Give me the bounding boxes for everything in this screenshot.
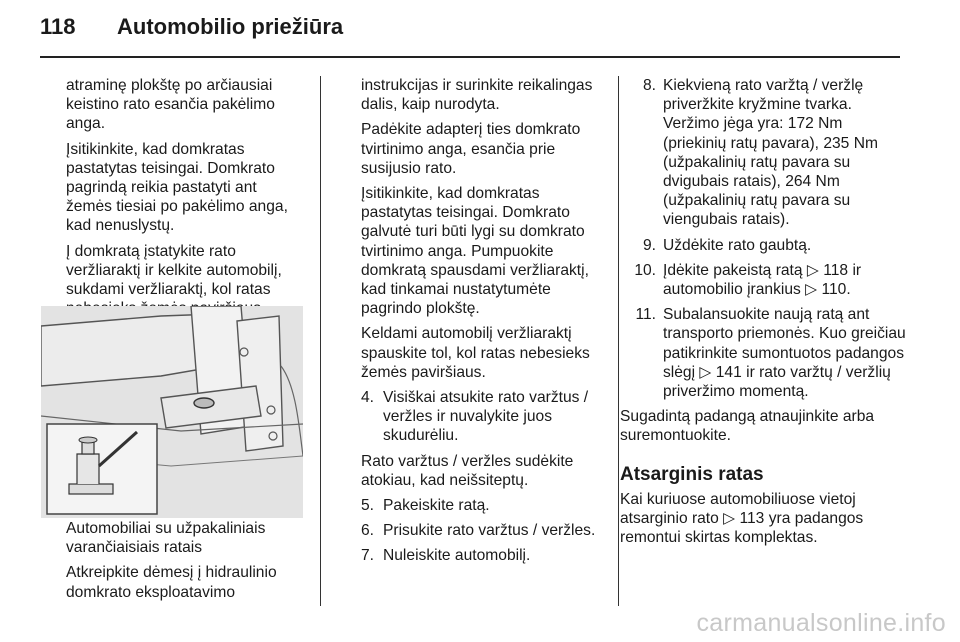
list-number: 5. (361, 497, 375, 515)
text-run: ir automobilio įrankius (663, 261, 862, 299)
text-run: Subalansuokite naują ratą ant transporto priemonės. Kuo greičiau patikrinkite sumontuotos padangos slėgį (663, 306, 906, 381)
list-item (361, 388, 605, 446)
triangle-pointer-icon: ▷ (805, 281, 818, 299)
image-caption (66, 519, 306, 608)
paragraph: instrukcijas ir surinkite reikalingas dalis, kaip nurodyta. (361, 77, 593, 114)
page-ref-link[interactable]: 110 (821, 281, 847, 299)
list-number: 7. (361, 547, 375, 565)
list-number: 10. (634, 261, 656, 279)
paragraph: Sugadintą padangą atnaujinkite arba suremontuokite. (620, 408, 875, 445)
jack-illustration-drawing (41, 306, 303, 518)
list-text (663, 306, 906, 400)
list-item (620, 236, 906, 255)
text-run: . (846, 281, 851, 299)
list-item (620, 76, 906, 230)
paragraph: Į domkratą įstatykite rato veržliaraktį ir kelkite automobilį, sukdami veržliaraktį, kol ratas (66, 242, 282, 299)
list-text: Prisukite rato varžtus / veržles. (383, 522, 596, 540)
list-number: 11. (635, 306, 656, 324)
page-ref-link[interactable]: 141 (715, 363, 742, 381)
section-heading: Atsarginis ratas (620, 463, 764, 485)
paragraph (620, 490, 906, 548)
paragraph: Keldami automobilį veržliaraktį spauskite tol, kol ratas nebesieks žemės paviršiaus. (361, 325, 590, 381)
caption-text: Automobiliai su užpakaliniais varančiaisiais ratais (66, 520, 266, 557)
list-item (361, 496, 605, 515)
paragraph: Įsitikinkite, kad domkratas pastatytas teisingai. Domkrato pagrindą reikia pastatyti ant žemės tiesiai po pakėlimo anga, kad nenuslystų. (66, 140, 288, 235)
paragraph: atraminę plokštę po arčiausiai keistino rato esančia pakėlimo anga. (66, 77, 275, 133)
list-item (361, 521, 605, 540)
text-run: Įdėkite pakeistą ratą (663, 261, 807, 279)
column-2 (361, 76, 605, 572)
text-run: Kai kuriuose automobiliuose vietoj atsarginio rato (620, 490, 856, 527)
list-item (361, 546, 605, 565)
list-number: 9. (642, 236, 656, 254)
watermark: carmanualsonline.info (696, 609, 946, 637)
paragraph: Įsitikinkite, kad domkratas pastatytas teisingai. Domkrato galvutė turi būti lygi su domkrato tvirtinimo anga. Pumpuokite domkratą spausdami veržliaraktį, kad tinkamai nustatytumėte pagrindo plokštę. (361, 185, 589, 318)
list-text: Nuleiskite automobilį. (383, 547, 531, 565)
list-subparagraph: Rato varžtus / veržles sudėkite atokiau, kad neišsiteptų. (361, 452, 574, 489)
triangle-pointer-icon: ▷ (699, 363, 712, 381)
list-item (620, 305, 906, 401)
column-3 (620, 76, 906, 553)
text-run: yra padangos remontui skirtas komplektas. (620, 509, 864, 547)
text-run: ir rato varžtų / veržlių priveržimo momentą. (663, 363, 891, 401)
paragraph: Padėkite adapterį ties domkrato tvirtinimo anga, esančia prie susijusio rato. (361, 121, 581, 177)
jack-illustration (41, 306, 303, 518)
list-number: 6. (361, 522, 375, 540)
column-1 (66, 76, 306, 324)
page-title: Automobilio priežiūra (117, 14, 344, 39)
page-number: 118 (40, 14, 76, 39)
list-text: Uždėkite rato gaubtą. (663, 236, 812, 254)
column-divider-1 (320, 76, 321, 606)
list-number: 8. (642, 77, 656, 94)
page-ref-link[interactable]: 113 (739, 509, 765, 527)
list-text: Pakeiskite ratą. (383, 497, 490, 515)
triangle-pointer-icon: ▷ (723, 509, 736, 527)
page-ref-link[interactable]: 118 (823, 261, 849, 279)
triangle-pointer-icon: ▷ (806, 261, 819, 279)
list-number: 4. (361, 389, 375, 407)
list-text: Kiekvieną rato varžtą / veržlę priveržkite kryžmine tvarka. Veržimo jėga yra: 172 Nm (priekinių ratų pavara), 235 Nm (užpakalinių ratų pavara su dvigubais ratais), 264 Nm (užpakalinių ratų pavara su viengubais ratais). (663, 77, 878, 229)
header-rule (40, 56, 900, 58)
list-item (620, 261, 906, 299)
list-text (663, 262, 861, 298)
column-divider-2 (618, 76, 619, 606)
paragraph: Atkreipkite dėmesį į hidraulinio domkrato eksploatavimo (66, 564, 277, 601)
list-text: Visiškai atsukite rato varžtus / veržles ir nuvalykite juos skudurėliu. (383, 389, 589, 445)
